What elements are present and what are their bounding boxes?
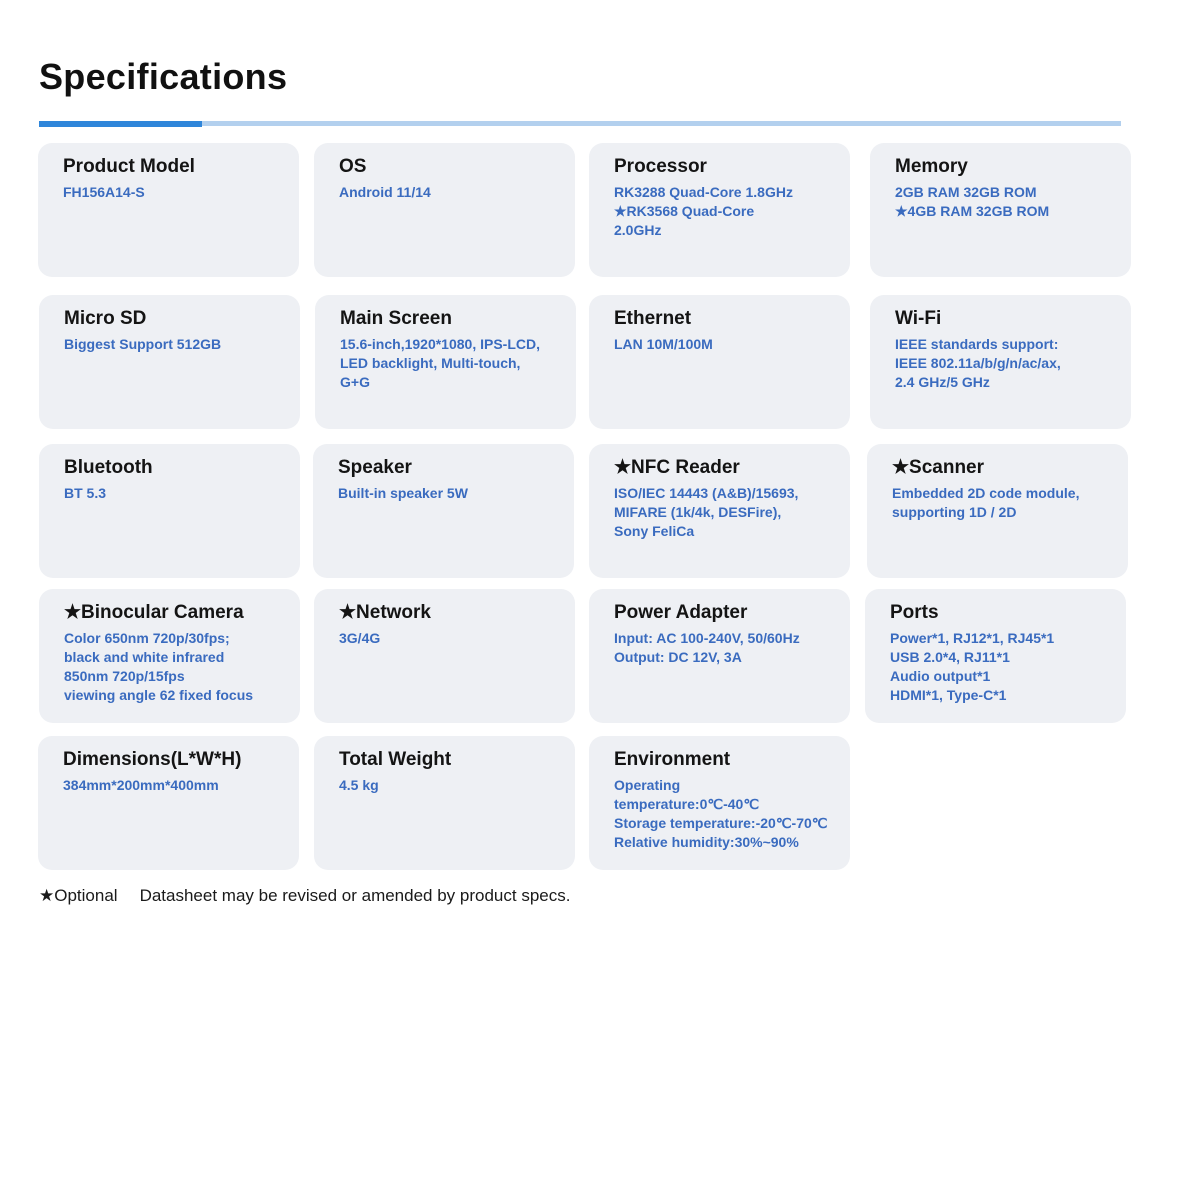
spec-label: Bluetooth	[64, 457, 153, 478]
spec-card-processor	[589, 143, 850, 277]
spec-value: ISO/IEC 14443 (A&B)/15693, MIFARE (1k/4k, DESFire), Sony FeliCa	[614, 485, 799, 539]
spec-label: Environment	[614, 749, 731, 770]
spec-card-network	[314, 589, 575, 723]
spec-card-total-weight	[314, 736, 575, 870]
spec-value: Color 650nm 720p/30fps; black and white infrared 850nm 720p/15fps viewing angle 62 fixed focus	[64, 630, 254, 703]
spec-label: Dimensions(L*W*H)	[63, 749, 242, 770]
spec-value: Built-in speaker 5W	[338, 485, 468, 501]
spec-value: BT 5.3	[64, 485, 107, 501]
spec-label: ★NFC Reader	[614, 457, 740, 478]
spec-label: ★Scanner	[892, 457, 985, 478]
spec-label: ★Network	[339, 602, 431, 623]
spec-label: Speaker	[338, 457, 412, 478]
spec-label: Total Weight	[339, 749, 452, 770]
spec-value: 15.6-inch,1920*1080, IPS-LCD, LED backlight, Multi-touch, G+G	[340, 336, 540, 390]
spec-label: Main Screen	[340, 308, 452, 329]
spec-value: LAN 10M/100M	[614, 336, 713, 352]
spec-label: Product Model	[63, 156, 195, 177]
spec-card-memory	[870, 143, 1131, 277]
spec-label: Ports	[890, 602, 939, 623]
spec-label: ★Binocular Camera	[64, 602, 244, 623]
spec-card-micro-sd	[39, 295, 300, 429]
spec-value: Biggest Support 512GB	[64, 336, 222, 352]
spec-card-wifi	[870, 295, 1131, 429]
page-title: Specifications	[39, 56, 288, 97]
spec-value: Input: AC 100-240V, 50/60Hz Output: DC 12V, 3A	[614, 630, 800, 665]
spec-card-main-screen	[315, 295, 576, 429]
spec-label: Micro SD	[64, 308, 147, 329]
datasheet-disclaimer: Datasheet may be revised or amended by product specs.	[139, 886, 571, 905]
spec-value: 3G/4G	[339, 630, 381, 646]
spec-value: IEEE standards support: IEEE 802.11a/b/g/n/ac/ax, 2.4 GHz/5 GHz	[895, 336, 1061, 390]
spec-value: Power*1, RJ12*1, RJ45*1 USB 2.0*4, RJ11*1 Audio output*1 HDMI*1, Type-C*1	[890, 630, 1055, 703]
spec-card-os	[314, 143, 575, 277]
spec-value: 384mm*200mm*400mm	[63, 777, 219, 793]
spec-label: Processor	[614, 156, 707, 177]
spec-value: Embedded 2D code module, supporting 1D / 2D	[892, 485, 1080, 520]
spec-card-environment	[589, 736, 850, 870]
spec-card-product-model	[38, 143, 299, 277]
spec-value: 2GB RAM 32GB ROM ★4GB RAM 32GB ROM	[895, 184, 1050, 219]
spec-card-speaker	[313, 444, 574, 578]
title-divider	[39, 121, 1121, 127]
spec-value: RK3288 Quad-Core 1.8GHz ★RK3568 Quad-Core 2.0GHz	[614, 184, 793, 238]
divider-accent	[39, 121, 202, 127]
spec-value: 4.5 kg	[339, 777, 379, 793]
spec-card-bluetooth	[39, 444, 300, 578]
spec-value: Android 11/14	[339, 184, 431, 200]
spec-value: Operating temperature:0℃-40℃ Storage temperature:-20℃-70℃ Relative humidity:30%~90%	[614, 777, 828, 850]
spec-label: Wi-Fi	[895, 308, 942, 329]
spec-card-dimensions	[38, 736, 299, 870]
spec-label: OS	[339, 156, 367, 177]
spec-label: Memory	[895, 156, 968, 177]
spec-value: FH156A14-S	[63, 184, 145, 200]
spec-card-power-adapter	[589, 589, 850, 723]
spec-card-nfc-reader	[589, 444, 850, 578]
spec-card-ports	[865, 589, 1126, 723]
spec-label: Power Adapter	[614, 602, 748, 623]
spec-card-ethernet	[589, 295, 850, 429]
footer-note	[39, 886, 570, 906]
optional-legend: ★Optional	[39, 886, 118, 905]
spec-label: Ethernet	[614, 308, 692, 329]
spec-card-scanner	[867, 444, 1128, 578]
spec-card-binocular-camera	[39, 589, 300, 723]
